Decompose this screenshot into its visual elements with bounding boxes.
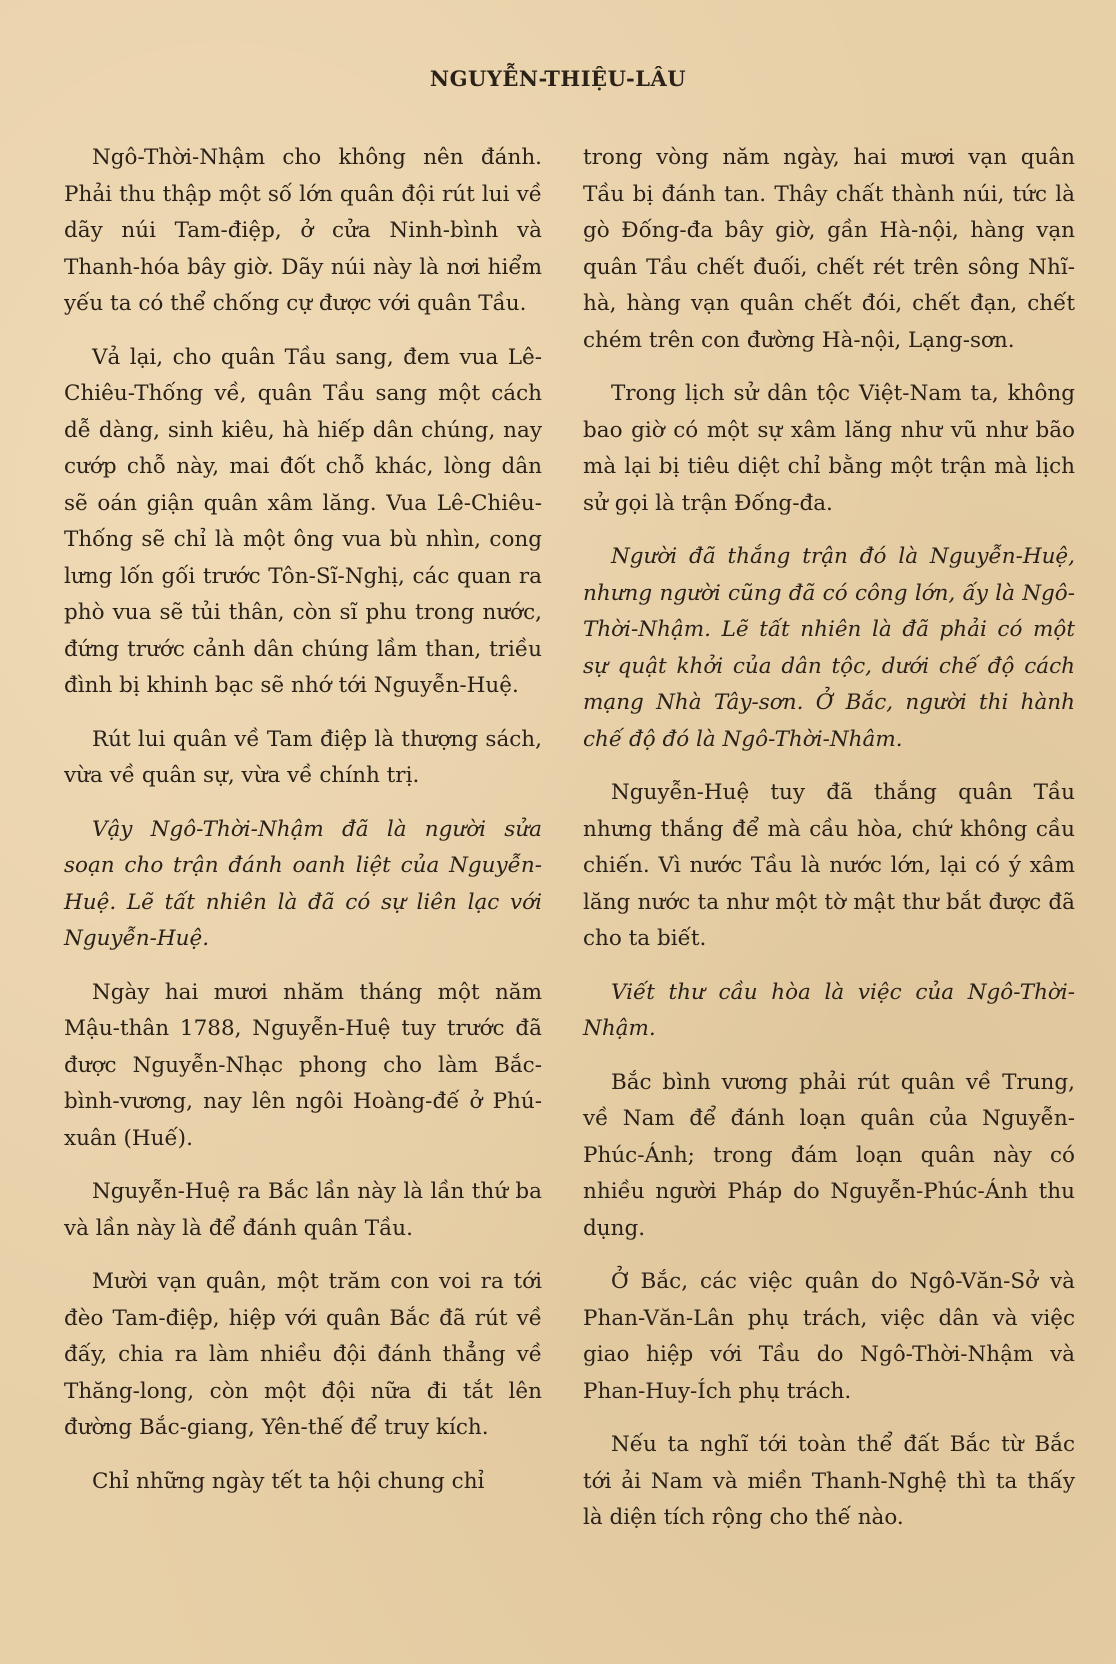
paragraph: Rút lui quân về Tam điệp là thượng sách, vừa về quân sự, vừa về chính trị. [64,726,542,788]
paragraph: Ở Bắc, các việc quân do Ngô-Văn-Sở và Phan-Văn-Lân phụ trách, việc dân và việc giao hiệp với Tầu do Ngô-Thời-Nhậm và Phan-Huy-Ích phụ trách. [583,1269,1075,1404]
left-column [64,140,542,1517]
paragraph: Chỉ những ngày tết ta hội chung chỉ [91,1468,485,1494]
paragraph: Trong lịch sử dân tộc Việt-Nam ta, không bao giờ có một sự xâm lăng như vũ như bão mà lại bị tiêu diệt chỉ bằng một trận mà lịch sử gọi là trận Đống-đa. [583,381,1075,516]
right-column [583,140,1075,1554]
paragraph: Mười vạn quân, một trăm con voi ra tới đèo Tam-điệp, hiệp với quân Bắc đã rút về đấy, chia ra làm nhiều đội đánh thẳng về Thăng-long, còn một đội nữa đi tắt lên đường Bắc-giang, Yên-thế để truy kích. [64,1269,542,1440]
paragraph: Nguyễn-Huệ ra Bắc lần này là lần thứ ba và lần này là để đánh quân Tầu. [64,1179,542,1241]
paragraph: Vậy Ngô-Thời-Nhậm đã là người sửa soạn cho trận đánh oanh liệt của Nguyễn-Huệ. Lẽ tất nhiên là đã có sự liên lạc với Nguyễn-Huệ. [64,816,542,951]
paragraph: trong vòng năm ngày, hai mươi vạn quân Tầu bị đánh tan. Thây chất thành núi, tức là gò Đống-đa bây giờ, gần Hà-nội, hàng vạn quân Tầu chết đuối, chết rét trên sông Nhĩ-hà, hàng vạn quân chết đói, chết đạn, chết chém trên con đường Hà-nội, Lạng-sơn. [583,145,1075,353]
paragraph: Nguyễn-Huệ tuy đã thắng quân Tầu nhưng thắng để mà cầu hòa, chứ không cầu chiến. Vì nước Tầu là nước lớn, lại có ý xâm lăng nước ta như một tờ mật thư bắt được đã cho ta biết. [583,780,1075,951]
page-header-title: NGUYỄN-THIỆU-LÂU [429,66,687,91]
paragraph: Bắc bình vương phải rút quân về Trung, về Nam để đánh loạn quân của Nguyễn-Phúc-Ánh; trong đám loạn quân này có nhiều người Pháp do Nguyễn-Phúc-Ánh thu dụng. [583,1069,1075,1241]
paragraph: Người đã thắng trận đó là Nguyễn-Huệ, nhưng người cũng đã có công lớn, ấy là Ngô-Thời-Nhậm. Lẽ tất nhiên là đã phải có một sự quật khởi của dân tộc, dưới chế độ cách mạng Nhà Tây-sơn. Ở Bắc, người thi hành chế độ đó là Ngô-Thời-Nhâm. [583,544,1075,752]
paragraph: Ngày hai mươi nhăm tháng một năm Mậu-thân 1788, Nguyễn-Huệ tuy trước đã được Nguyễn-Nhạc phong cho làm Bắc-bình-vương, nay lên ngôi Hoàng-đế ở Phú-xuân (Huế). [64,979,542,1151]
paragraph: Vả lại, cho quân Tầu sang, đem vua Lê-Chiêu-Thống về, quân Tầu sang một cách dễ dàng, sinh kiêu, hà hiếp dân chúng, nay cướp chỗ này, mai đốt chỗ khác, lòng dân sẽ oán giận quân xâm lăng. Vua Lê-Chiêu-Thống sẽ chỉ là một ông vua bù nhìn, cong lưng lốn gối trước Tôn-Sĩ-Nghị, các quan ra phò vua sẽ tủi thân, còn sĩ phu trong nước, đứng trước cảnh dân chúng lầm than, triều đình bị khinh bạc sẽ nhớ tới Nguyễn-Huệ. [64,344,542,698]
paragraph: Nếu ta nghĩ tới toàn thể đất Bắc từ Bắc tới ải Nam và miền Thanh-Nghệ thì ta thấy là diện tích rộng cho thế nào. [583,1432,1075,1530]
paragraph: Ngô-Thời-Nhậm cho không nên đánh. Phải thu thập một số lớn quân đội rút lui về dãy núi Tam-điệp, ở cửa Ninh-bình và Thanh-hóa bây giờ. Dãy núi này là nơi hiểm yếu ta có thể chống cự được với quân Tầu. [64,145,542,316]
paragraph: Viết thư cầu hòa là việc của Ngô-Thời-Nhậm. [583,979,1075,1041]
